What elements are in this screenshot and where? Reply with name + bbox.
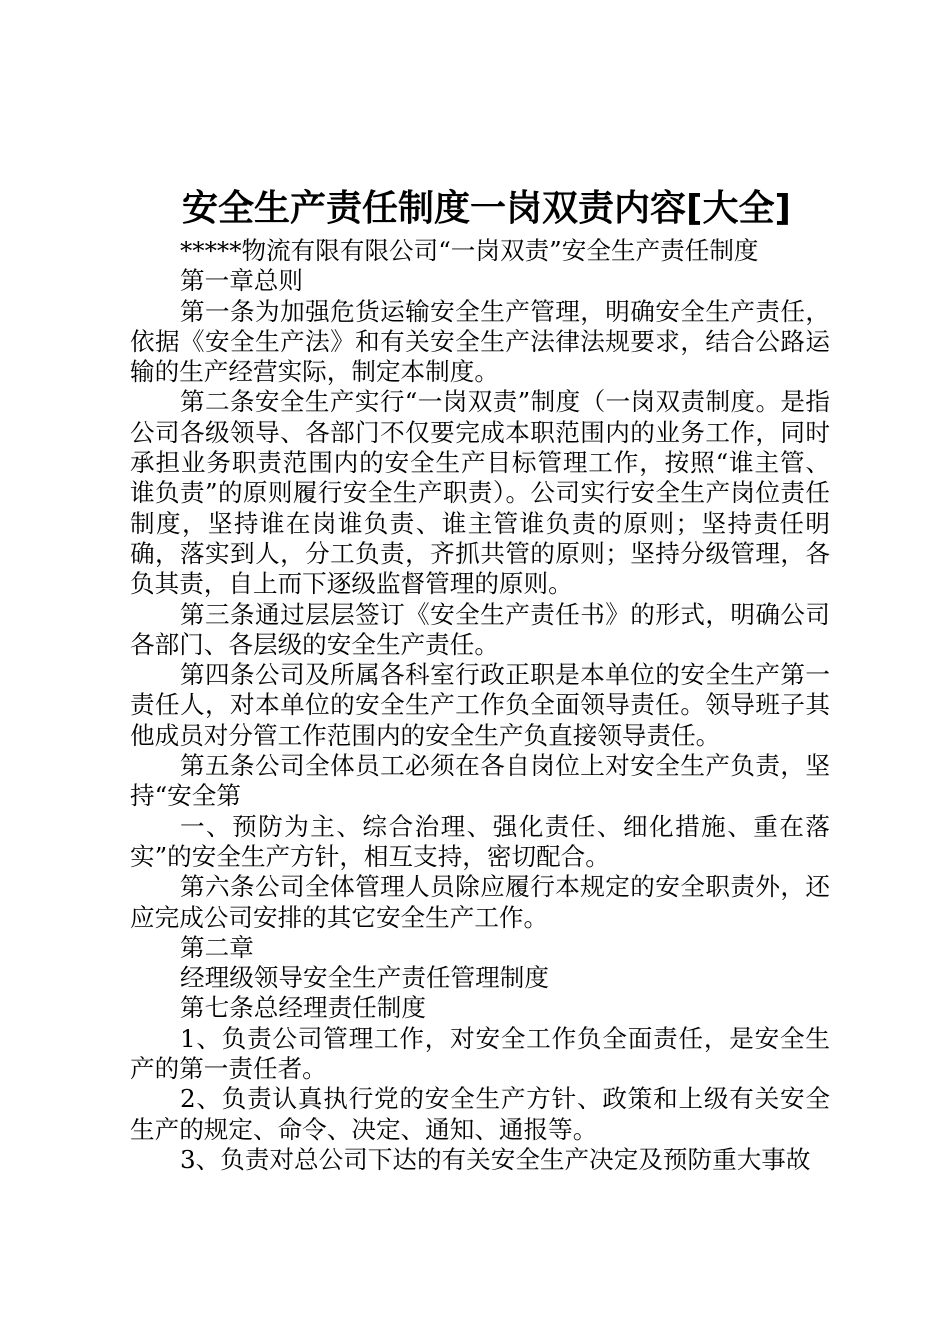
paragraph: 第四条公司及所属各科室行政正职是本单位的安全生产第一责任人，对本单位的安全生产工作负全面领导责任。领导班子其他成员对分管工作范围内的安全生产负直接领导责任。	[130, 660, 830, 750]
company-heading: *****物流有限有限公司“一岗双责”安全生产责任制度	[180, 236, 759, 265]
paragraph: 第六条公司全体管理人员除应履行本规定的安全职责外，还应完成公司安排的其它安全生产工作。	[130, 872, 830, 932]
document-title: 安全生产责任制度一岗双责内容[大全]	[182, 188, 791, 229]
chapter-heading: 第二章	[180, 932, 254, 962]
article-heading: 第七条总经理责任制度	[180, 993, 426, 1023]
chapter-subtitle: 经理级领导安全生产责任管理制度	[180, 963, 549, 993]
paragraph: 第三条通过层层签订《安全生产责任书》的形式，明确公司各部门、各层级的安全生产责任。	[130, 599, 830, 659]
chapter-heading: 第一章总则	[180, 266, 303, 296]
list-item: 1、负责公司管理工作，对安全工作负全面责任，是安全生产的第一责任者。	[130, 1023, 830, 1084]
document-page	[130, 186, 830, 1175]
list-item: 2、负责认真执行党的安全生产方针、政策和上级有关安全生产的规定、命令、决定、通知、通报等。	[130, 1084, 830, 1144]
paragraph: 第二条安全生产实行“一岗双责”制度（一岗双责制度。是指公司各级领导、各部门不仅要完成本职范围内的业务工作，同时承担业务职责范围内的安全生产目标管理工作，按照“谁主管、谁负责”的原则履行安全生产职责）。公司实行安全生产岗位责任制度，坚持谁在岗谁负责、谁主管谁负责的原则；坚持责任明确，落实到人，分工负责，齐抓共管的原则；坚持分级管理，各负其责，自上而下逐级监督管理的原则。	[130, 387, 830, 599]
list-item: 3、负责对总公司下达的有关安全生产决定及预防重大事故	[180, 1144, 811, 1174]
paragraph: 一、预防为主、综合治理、强化责任、细化措施、重在落实”的安全生产方针，相互支持，密切配合。	[130, 811, 830, 871]
paragraph: 第五条公司全体员工必须在各自岗位上对安全生产负责，坚持“安全第	[130, 751, 830, 811]
paragraph: 第一条为加强危货运输安全生产管理，明确安全生产责任，依据《安全生产法》和有关安全生产法律法规要求，结合公路运输的生产经营实际，制定本制度。	[130, 296, 830, 387]
